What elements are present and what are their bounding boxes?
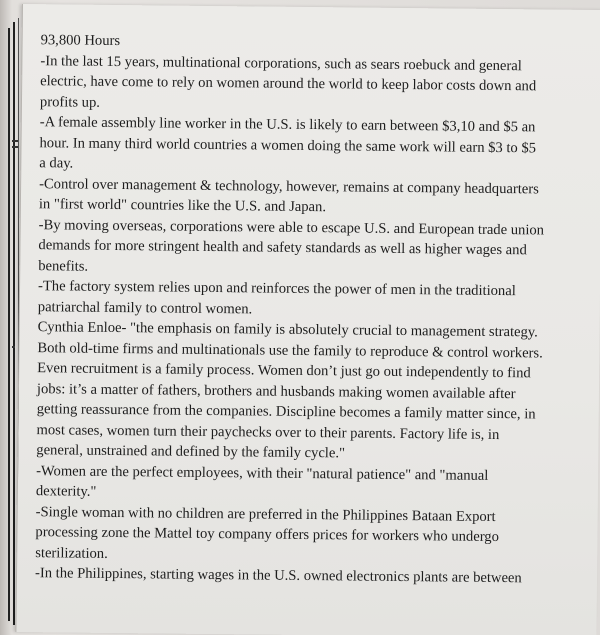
text-line: dexterity.": [35, 483, 97, 500]
binding-edge-line: [13, 22, 15, 625]
text-line: -In the last 15 years, multinational corporations, such as sears roebuck and general: [40, 52, 522, 74]
text-line: general, unstrained and defined by the family cycle.": [36, 442, 346, 462]
text-line: -In the Philippines, starting wages in the U.S. owned electronics plants are between: [34, 565, 522, 587]
text-line: processing zone the Mattel toy company offers prices for workers who undergo: [35, 524, 500, 546]
text-line: -The factory system relies upon and reinforces the power of men in the traditional: [37, 278, 516, 300]
text-line: -Control over management & technology, however, remains at company headquarters: [39, 175, 539, 197]
text-line: jobs: it’s a matter of fathers, brothers and husbands making women available after: [36, 380, 516, 402]
text-line: -A female assembly line worker in the U.S. is likely to earn between $3,10 and $5 an: [39, 114, 536, 136]
text-line: benefits.: [38, 257, 89, 275]
text-line: patriarchal family to control women.: [37, 298, 253, 317]
text-line: 93,800 Hours: [40, 32, 121, 50]
binding-edge-line: [8, 28, 10, 621]
text-line: -By moving overseas, corporations were able to escape U.S. and European trade union: [38, 216, 545, 238]
text-line: Cynthia Enloe- "the emphasis on family is absolutely crucial to management strategy.: [37, 319, 538, 341]
text-line: -Single woman with no children are preferred in the Philippines Bataan Export: [35, 503, 496, 525]
text-line: hour. In many third world countries a women doing the same work will earn $3 to $5: [39, 134, 537, 156]
text-line: Both old-time firms and multinationals use the family to reproduce & control workers.: [37, 339, 543, 361]
binding-mark: [12, 346, 15, 348]
text-line: most cases, women turn their paychecks over to their parents. Factory life is, in: [36, 421, 500, 443]
text-line: a day.: [39, 155, 74, 172]
text-line: getting reassurance from the companies. Discipline becomes a family matter since, in: [36, 401, 536, 423]
text-line: in "first world" countries like the U.S. and Japan.: [38, 196, 327, 216]
text-line: demands for more stringent health and safety standards as well as higher wages and: [38, 237, 527, 259]
text-line: -Women are the perfect employees, with their "natural patience" and "manual: [36, 462, 489, 484]
binding-mark: [12, 140, 18, 142]
text-line: profits up.: [39, 93, 101, 111]
document-page: [15, 4, 600, 635]
text-line: electric, have come to rely on women around the world to keep labor costs down and: [40, 73, 537, 95]
text-line: Even recruitment is a family process. Women don’t just go out independently to find: [37, 360, 531, 382]
page-text: [35, 30, 593, 589]
binding-mark: [12, 146, 18, 148]
text-line: sterilization.: [35, 544, 108, 562]
